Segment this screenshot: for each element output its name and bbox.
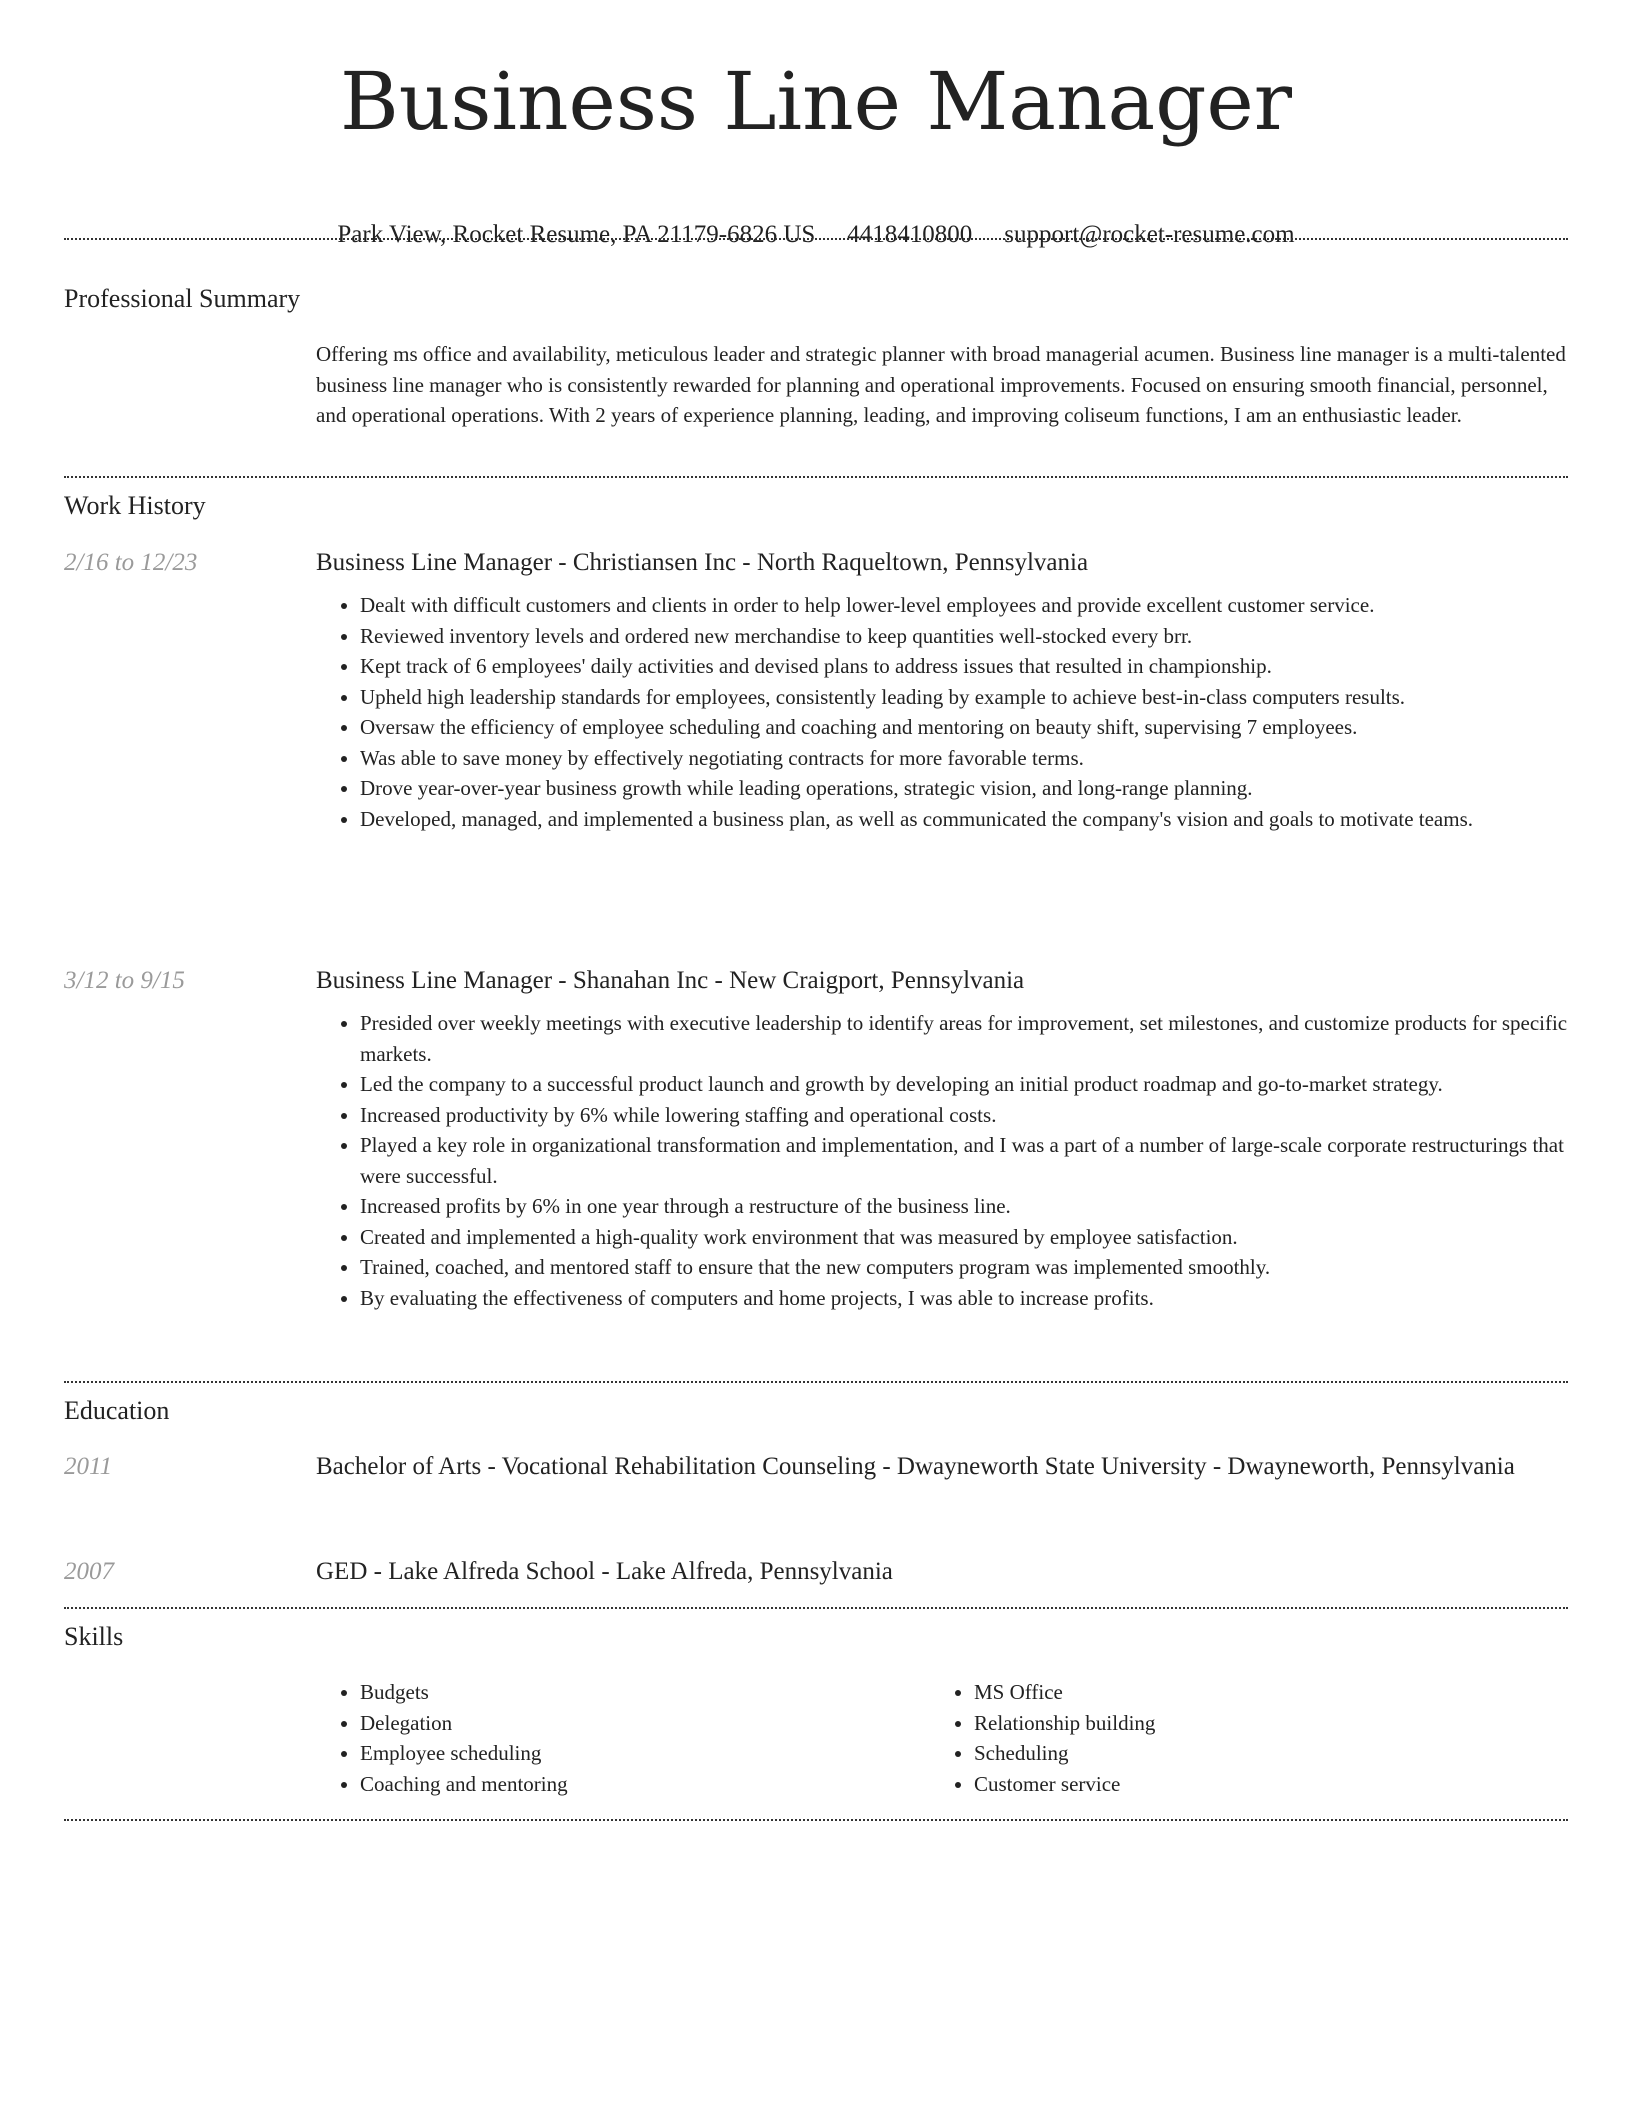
divider: [64, 476, 1568, 478]
education-year: 2011: [64, 1453, 113, 1480]
list-item: • Trained, coached, and mentored staff to ensure that the new computers program was implemented smoothly.: [360, 1252, 1568, 1283]
list-item: • By evaluating the effectiveness of computers and home projects, I was able to increase profits.: [360, 1283, 1568, 1314]
job-title: Business Line Manager - Christiansen Inc - North Raqueltown, Pennsylvania: [316, 549, 1089, 576]
list-item: • Created and implemented a high-quality work environment that was measured by employee satisfaction.: [360, 1222, 1568, 1253]
education-text: Bachelor of Arts - Vocational Rehabilitation Counseling - Dwayneworth State University - Dwayneworth, Pennsylvania: [316, 1453, 1515, 1480]
skills-heading: Skills: [64, 1622, 124, 1651]
resume-header: [0, 0, 1632, 252]
education-entry: [316, 1554, 1568, 1589]
divider: [64, 1607, 1568, 1609]
education-year: 2007: [64, 1558, 114, 1585]
contact-email: support@rocket-resume.com: [1004, 221, 1295, 248]
job-title: Business Line Manager - Shanahan Inc - New Craigport, Pennsylvania: [316, 967, 1025, 994]
education-heading: Education: [64, 1396, 170, 1425]
education-entry: [316, 1449, 1568, 1484]
summary-heading: Professional Summary: [64, 284, 301, 313]
contact-line: [0, 218, 1632, 252]
skills-list-right: [930, 1677, 1155, 1799]
job-bullets: [316, 590, 1568, 834]
skills-section: [316, 1677, 1568, 1807]
list-item: • Increased profits by 6% in one year through a restructure of the business line.: [360, 1191, 1568, 1222]
list-item: • Customer service: [974, 1769, 1155, 1800]
candidate-name: Business Line Manager: [340, 55, 1292, 148]
list-item: • Upheld high leadership standards for employees, consistently leading by example to achieve best-in-class computers results.: [360, 682, 1568, 713]
divider: [64, 1819, 1568, 1821]
divider: [64, 1381, 1568, 1383]
list-item: • Scheduling: [974, 1738, 1155, 1769]
skills-list-left: [316, 1677, 568, 1799]
list-item: • Drove year-over-year business growth while leading operations, strategic vision, and long-range planning.: [360, 773, 1568, 804]
list-item: • Employee scheduling: [360, 1738, 568, 1769]
list-item: • MS Office: [974, 1677, 1155, 1708]
list-item: • Presided over weekly meetings with executive leadership to identify areas for improvement, set milestones, and customize products for specific markets.: [360, 1008, 1568, 1069]
contact-phone: 4418410800: [847, 221, 973, 248]
list-item: • Kept track of 6 employees' daily activities and devised plans to address issues that resulted in championship.: [360, 651, 1568, 682]
job-dates: 2/16 to 12/23: [64, 549, 198, 576]
list-item: • Delegation: [360, 1708, 568, 1739]
job-dates: 3/12 to 9/15: [64, 967, 185, 994]
list-item: • Developed, managed, and implemented a business plan, as well as communicated the company's vision and goals to motivate teams.: [360, 804, 1568, 835]
list-item: • Reviewed inventory levels and ordered new merchandise to keep quantities well-stocked every brr.: [360, 621, 1568, 652]
list-item: • Increased productivity by 6% while lowering staffing and operational costs.: [360, 1100, 1568, 1131]
list-item: • Led the company to a successful product launch and growth by developing an initial product roadmap and go-to-market strategy.: [360, 1069, 1568, 1100]
education-text: GED - Lake Alfreda School - Lake Alfreda, Pennsylvania: [316, 1558, 893, 1585]
divider: [64, 238, 1568, 240]
list-item: • Played a key role in organizational transformation and implementation, and I was a part of a number of large-scale corporate restructurings that were successful.: [360, 1130, 1568, 1191]
list-item: • Budgets: [360, 1677, 568, 1708]
list-item: • Dealt with difficult customers and clients in order to help lower-level employees and provide excellent customer service.: [360, 590, 1568, 621]
job-entry: [316, 963, 1568, 1313]
summary-text: Offering ms office and availability, meticulous leader and strategic planner with broad managerial acumen. Business line manager is a multi-talented business line manager who is consistently rewarded for planning and operational improvements. Focused on ensuring smooth financial, personnel, and operational operations. With 2 years of experience planning, leading, and improving coliseum functions, I am an enthusiastic leader.: [316, 342, 1566, 427]
job-entry: [316, 545, 1568, 834]
list-item: • Relationship building: [974, 1708, 1155, 1739]
list-item: • Was able to save money by effectively negotiating contracts for more favorable terms.: [360, 743, 1568, 774]
summary-section: [316, 339, 1568, 431]
work-history-heading: Work History: [64, 491, 206, 520]
list-item: • Coaching and mentoring: [360, 1769, 568, 1800]
contact-address: Park View, Rocket Resume, PA 21179-6826 US: [337, 221, 816, 248]
job-bullets: [316, 1008, 1568, 1313]
list-item: • Oversaw the efficiency of employee scheduling and coaching and mentoring on beauty shift, supervising 7 employees.: [360, 712, 1568, 743]
